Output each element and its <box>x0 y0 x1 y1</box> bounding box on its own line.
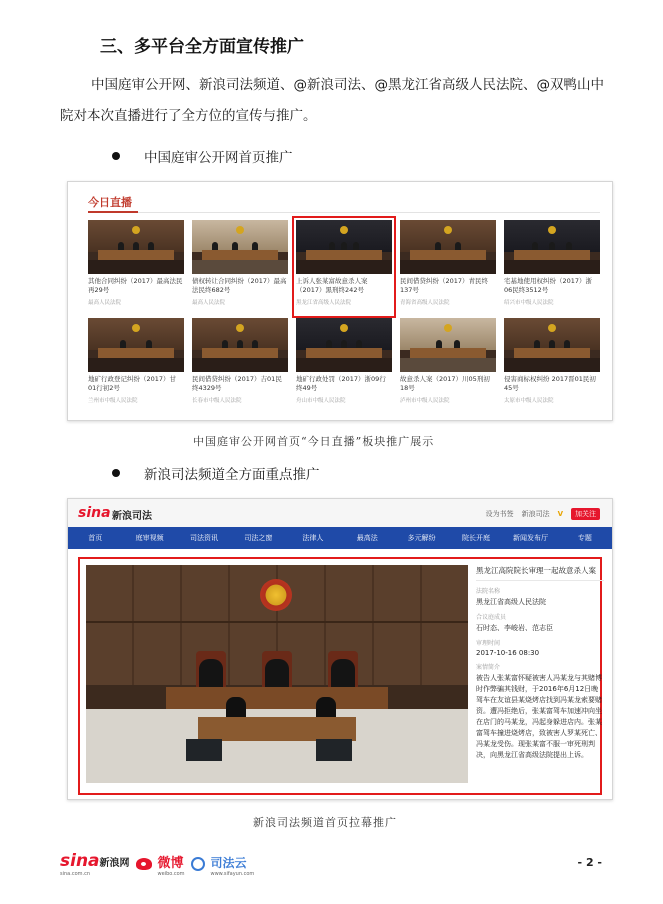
courtroom-thumbnail <box>192 220 288 274</box>
bullet-icon <box>112 469 120 477</box>
sifayun-footer-logo <box>211 852 255 877</box>
weibo-domain: weibo.com <box>157 870 185 877</box>
follow-button[interactable]: 加关注 <box>571 508 600 520</box>
bullet-label: 中国庭审公开网首页推广 <box>144 150 293 166</box>
live-card[interactable] <box>192 220 288 314</box>
figure2-caption: 新浪司法频道首页拉幕推广 <box>253 816 397 829</box>
nav-item-news[interactable]: 司法资讯 <box>190 534 219 542</box>
nav-item-home[interactable]: 首页 <box>88 534 103 542</box>
card-title: 侵害商标权纠纷 2017晋01民初45号 <box>504 375 596 392</box>
trial-title[interactable]: 黑龙江高院院长审理一起故意杀人案 <box>476 563 604 581</box>
live-grid <box>88 220 600 412</box>
nav-item-president-trials[interactable]: 院长开庭 <box>462 534 491 542</box>
weibo-name: 微博 <box>157 855 184 871</box>
live-card[interactable] <box>296 318 392 412</box>
time-value: 2017-10-16 08:30 <box>476 649 540 657</box>
card-title: 地矿行政处罚（2017）浙09行终49号 <box>296 375 386 392</box>
verified-icon: V <box>557 510 563 518</box>
sina-footer-logo <box>60 851 130 877</box>
live-card-highlighted[interactable] <box>296 220 392 314</box>
nav-item-lawyers[interactable]: 法律人 <box>302 534 324 542</box>
figure1-caption: 中国庭审公开网首页“今日直播”板块推广展示 <box>193 435 435 448</box>
bullet-label: 新浪司法频道全方面重点推广 <box>144 467 320 483</box>
judges-value: 石时态、李峻岩、范志臣 <box>476 624 553 632</box>
live-card[interactable] <box>504 220 600 314</box>
channel-title: 新浪司法 <box>112 511 152 522</box>
intro-line-2: 院对本次直播进行了全方位的宣传与推广。 <box>60 108 317 124</box>
page-number: - 2 - <box>577 856 602 869</box>
nav-item-window[interactable]: 司法之窗 <box>244 534 273 542</box>
card-court: 青海省高级人民法院 <box>400 300 450 306</box>
card-court: 最高人民法院 <box>192 300 226 306</box>
live-card[interactable] <box>88 220 184 314</box>
nav-item-dispute-resolution[interactable]: 多元解纷 <box>407 534 436 542</box>
top-links <box>486 508 600 520</box>
nav-item-trial-video[interactable]: 庭审视频 <box>135 534 164 542</box>
live-card[interactable] <box>504 318 600 412</box>
summary-label: 案情简介 <box>476 664 501 671</box>
section-heading: 三、多平台全方面宣传推广 <box>100 37 304 57</box>
court-label: 法院名称 <box>476 588 501 595</box>
judges-label: 合议庭成员 <box>476 614 507 621</box>
court-value: 黑龙江省高级人民法院 <box>476 598 546 606</box>
nav-item-supreme-court[interactable]: 最高法 <box>356 534 378 542</box>
courtroom-thumbnail <box>400 220 496 274</box>
live-card[interactable] <box>88 318 184 412</box>
card-court: 绍兴市中级人民法院 <box>504 300 554 306</box>
featured-trial-banner <box>78 557 602 795</box>
card-title: 其他合同纠纷（2017）最高法民再29号 <box>88 277 183 294</box>
sifayun-domain: www.sifayun.com <box>210 870 255 877</box>
summary-text: 被告人张某富怀疑被害人冯某龙与其赌博时作弊骗其钱财，于2016年6月12日晚驾车在友谊县某烧烤店找到冯某龙索要赌资。遭冯拒绝后，张某富驾车加速冲向坐在店门的马某龙，冯起身躲进店内。张某富驾车撞进烧烤店，致被害人罗某死亡、冯某龙受伤。现张某富不服一审死刑判决，向黑龙江省高级法院提出上诉。 <box>476 674 602 759</box>
courtroom-thumbnail <box>504 318 600 372</box>
card-title: 地矿行政登记纠纷（2017）甘01行初2号 <box>88 375 177 392</box>
card-court: 黑龙江省高级人民法院 <box>296 300 352 306</box>
courtroom-thumbnail <box>192 318 288 372</box>
courtroom-thumbnail <box>504 220 600 274</box>
channel-nav <box>68 527 612 549</box>
sifayun-name: 司法云 <box>210 855 247 870</box>
card-title: 债权转让合同纠纷（2017）最高法民终682号 <box>192 277 287 294</box>
card-title: 民间借贷纠纷（2017）青民终137号 <box>400 277 489 294</box>
header-divider <box>88 212 600 213</box>
intro-line-1: 中国庭审公开网、新浪司法频道、@新浪司法、@黑龙江省高级人民法院、@双鸭山中 <box>91 77 604 93</box>
bullet-item-court-site <box>112 146 293 166</box>
weibo-icon <box>136 858 152 870</box>
bookmark-link[interactable]: 设为书签 <box>485 510 514 518</box>
courtroom-thumbnail <box>88 220 184 274</box>
time-label: 审理时间 <box>476 640 501 647</box>
sina-channel-screenshot <box>67 498 613 800</box>
sina-logo-mark: sina <box>60 851 100 871</box>
bullet-icon <box>112 152 120 160</box>
nav-item-press-hall[interactable]: 新闻发布厅 <box>512 534 548 542</box>
live-card[interactable] <box>192 318 288 412</box>
courtroom-thumbnail <box>296 318 392 372</box>
card-court: 泸州市中级人民法院 <box>400 398 450 404</box>
today-live-screenshot <box>67 181 613 421</box>
courtroom-thumbnail <box>88 318 184 372</box>
card-court: 舟山市中级人民法院 <box>296 398 346 404</box>
live-card[interactable] <box>400 220 496 314</box>
bullet-item-sina-channel <box>112 463 320 483</box>
card-court: 最高人民法院 <box>88 300 122 306</box>
card-court: 兰州市中级人民法院 <box>88 398 138 404</box>
live-card[interactable] <box>400 318 496 412</box>
intro-paragraph <box>60 70 620 132</box>
card-title: 民间借贷纠纷（2017）吉01民终4329号 <box>192 375 282 392</box>
sina-logo[interactable]: sina <box>78 505 111 521</box>
national-emblem-icon <box>260 579 292 611</box>
card-title: 宅基地使用权纠纷（2017）浙06民终3512号 <box>504 277 593 294</box>
card-court: 长春市中级人民法院 <box>192 398 242 404</box>
card-court: 太原市中级人民法院 <box>504 398 554 404</box>
today-live-header: 今日直播 <box>88 196 132 209</box>
weibo-footer-logo <box>158 852 185 877</box>
courtroom-thumbnail <box>400 318 496 372</box>
sina-weibo-link[interactable]: 新浪司法 <box>521 510 550 518</box>
card-title: 故意杀人案（2017）川05刑初18号 <box>400 375 490 392</box>
nav-item-topics[interactable]: 专题 <box>577 534 592 542</box>
sifayun-icon <box>191 857 205 871</box>
trial-info-panel <box>476 563 604 761</box>
sina-topbar <box>68 499 612 528</box>
courtroom-video[interactable] <box>86 565 468 783</box>
card-title: 上诉人张某富故意杀人案（2017）黑刑终242号 <box>296 277 368 294</box>
sina-domain: sina.com.cn <box>60 871 91 877</box>
footer-logos <box>60 851 254 877</box>
sina-name: 新浪网 <box>99 858 130 869</box>
courtroom-thumbnail <box>296 220 392 274</box>
